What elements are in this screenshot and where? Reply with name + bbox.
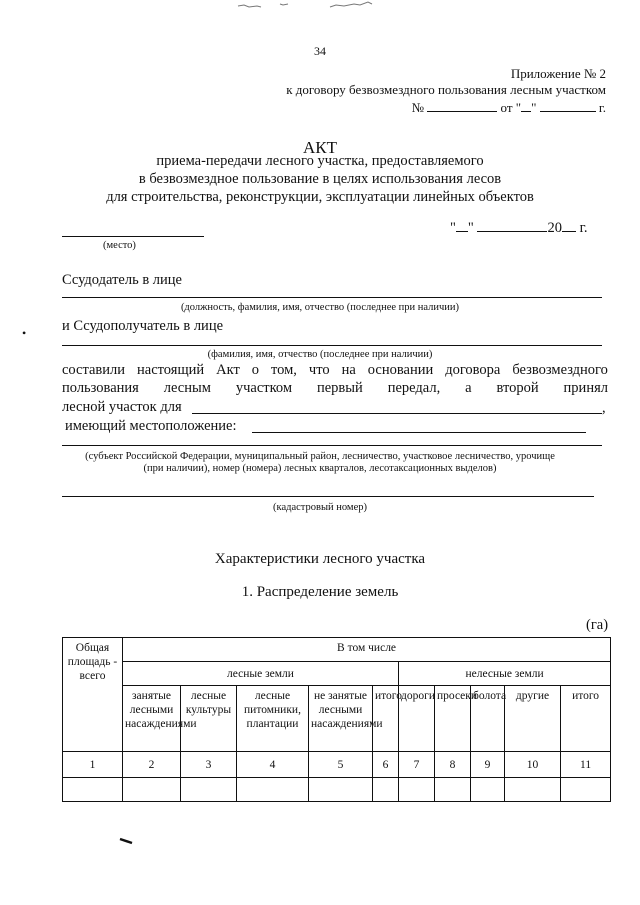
table-row-empty bbox=[63, 778, 611, 802]
body-word: первый bbox=[316, 380, 363, 396]
location-label: имеющий местоположение: bbox=[65, 418, 237, 434]
col-header: итого bbox=[561, 686, 611, 752]
contract-month-blank[interactable] bbox=[540, 99, 596, 112]
margin-dot: • bbox=[22, 326, 27, 340]
unit-label: (га) bbox=[586, 617, 609, 633]
body-word: второй bbox=[496, 380, 539, 396]
location-blank-2[interactable] bbox=[62, 445, 602, 446]
col-header: лесные культуры bbox=[181, 686, 237, 752]
contract-number-blank[interactable] bbox=[427, 99, 497, 112]
borrower-blank[interactable] bbox=[62, 345, 602, 346]
body-word: лесным bbox=[163, 380, 211, 396]
body-word: основании bbox=[367, 362, 434, 378]
pen-mark bbox=[118, 836, 138, 846]
col-header: болота bbox=[471, 686, 505, 752]
location-blank-1[interactable] bbox=[252, 432, 586, 433]
header-total: Общая площадь - всего bbox=[63, 638, 123, 752]
body-word: принял bbox=[563, 380, 608, 396]
col-number: 5 bbox=[309, 752, 373, 778]
page-number: 34 bbox=[314, 44, 326, 58]
col-header: дороги bbox=[399, 686, 435, 752]
cadastral-blank[interactable] bbox=[62, 496, 594, 497]
purpose-blank[interactable] bbox=[192, 413, 602, 414]
body-line-2 bbox=[62, 380, 608, 397]
col-header: итого bbox=[373, 686, 399, 752]
appendix-number-date: № от " " г. bbox=[411, 100, 606, 115]
header-forest-lands: лесные земли bbox=[123, 662, 399, 686]
empty-cell[interactable] bbox=[181, 778, 237, 802]
characteristics-heading: Характеристики лесного участка bbox=[214, 551, 426, 567]
body-word: что bbox=[308, 362, 330, 378]
date-line: " " 20 г. bbox=[450, 220, 588, 236]
borrower-label: и Ссудополучатель в лице bbox=[62, 318, 224, 334]
col-number: 11 bbox=[561, 752, 611, 778]
col-number: 3 bbox=[181, 752, 237, 778]
col-number: 9 bbox=[471, 752, 505, 778]
body-line-1 bbox=[62, 362, 608, 379]
lender-blank[interactable] bbox=[62, 297, 602, 298]
body-word: Акт bbox=[216, 362, 240, 378]
empty-cell[interactable] bbox=[471, 778, 505, 802]
place-blank[interactable] bbox=[62, 236, 204, 237]
col-number: 2 bbox=[123, 752, 181, 778]
header-nonforest-lands: нелесные земли bbox=[399, 662, 611, 686]
body-word: передал, bbox=[387, 380, 441, 396]
body-word: том, bbox=[271, 362, 297, 378]
body-word: а bbox=[465, 380, 472, 396]
body-word: на bbox=[341, 362, 356, 378]
act-subtitle-3: для строительства, реконструкции, эксплуатации линейных объектов bbox=[106, 189, 534, 205]
col-number: 7 bbox=[399, 752, 435, 778]
col-number: 10 bbox=[505, 752, 561, 778]
header-including: В том числе bbox=[123, 638, 611, 662]
empty-cell[interactable] bbox=[561, 778, 611, 802]
act-subtitle-2: в безвозмездное пользование в целях использования лесов bbox=[138, 171, 502, 187]
location-caption-2: (при наличии), номер (номера) лесных кварталов, лесотаксационных выделов) bbox=[143, 463, 497, 474]
lender-caption: (должность, фамилия, имя, отчество (последнее при наличии) bbox=[180, 302, 460, 313]
place-caption: (место) bbox=[103, 240, 136, 251]
empty-cell[interactable] bbox=[63, 778, 123, 802]
section-heading: 1. Распределение земель bbox=[241, 584, 399, 600]
lender-label: Ссудодатель в лице bbox=[62, 272, 182, 288]
body-word: пользования bbox=[62, 380, 139, 396]
act-day-blank[interactable] bbox=[456, 219, 468, 232]
appendix-contract-ref: к договору безвозмездного пользования лесным участком bbox=[286, 82, 606, 97]
empty-cell[interactable] bbox=[435, 778, 471, 802]
empty-cell[interactable] bbox=[309, 778, 373, 802]
table-row-numbers bbox=[63, 752, 611, 778]
act-year-blank[interactable] bbox=[562, 219, 576, 232]
purpose-label: лесной участок для bbox=[62, 399, 182, 415]
body-word: составили bbox=[62, 362, 126, 378]
col-number: 6 bbox=[373, 752, 399, 778]
cadastral-caption: (кадастровый номер) bbox=[273, 502, 367, 513]
borrower-caption: (фамилия, имя, отчество (последнее при наличии) bbox=[207, 349, 433, 360]
empty-cell[interactable] bbox=[373, 778, 399, 802]
body-word: участком bbox=[235, 380, 293, 396]
act-subtitle-1: приема-передачи лесного участка, предоставляемого bbox=[156, 153, 484, 169]
scan-artifact-top bbox=[220, 0, 390, 12]
location-caption-1: (субъект Российской Федерации, муниципальный район, лесничество, участковое лесничество, урочище bbox=[85, 451, 555, 462]
contract-day-blank[interactable] bbox=[521, 99, 531, 112]
col-header: другие bbox=[505, 686, 561, 752]
land-distribution-table bbox=[62, 637, 611, 802]
empty-cell[interactable] bbox=[123, 778, 181, 802]
col-header: лесные питомники, плантации bbox=[237, 686, 309, 752]
col-number: 1 bbox=[63, 752, 123, 778]
body-word: договора bbox=[445, 362, 501, 378]
body-word: о bbox=[251, 362, 260, 378]
act-month-blank[interactable] bbox=[477, 219, 547, 232]
empty-cell[interactable] bbox=[505, 778, 561, 802]
col-header: просеки bbox=[435, 686, 471, 752]
col-number: 4 bbox=[237, 752, 309, 778]
col-header: занятые лесными насаждениями bbox=[123, 686, 181, 752]
body-word: настоящий bbox=[137, 362, 205, 378]
body-word: безвозмездного bbox=[512, 362, 608, 378]
appendix-title: Приложение № 2 bbox=[510, 66, 606, 81]
col-header: не занятые лесными насаждениями bbox=[309, 686, 373, 752]
purpose-comma: , bbox=[602, 400, 606, 416]
act-title: АКТ bbox=[303, 138, 337, 157]
empty-cell[interactable] bbox=[399, 778, 435, 802]
empty-cell[interactable] bbox=[237, 778, 309, 802]
col-number: 8 bbox=[435, 752, 471, 778]
